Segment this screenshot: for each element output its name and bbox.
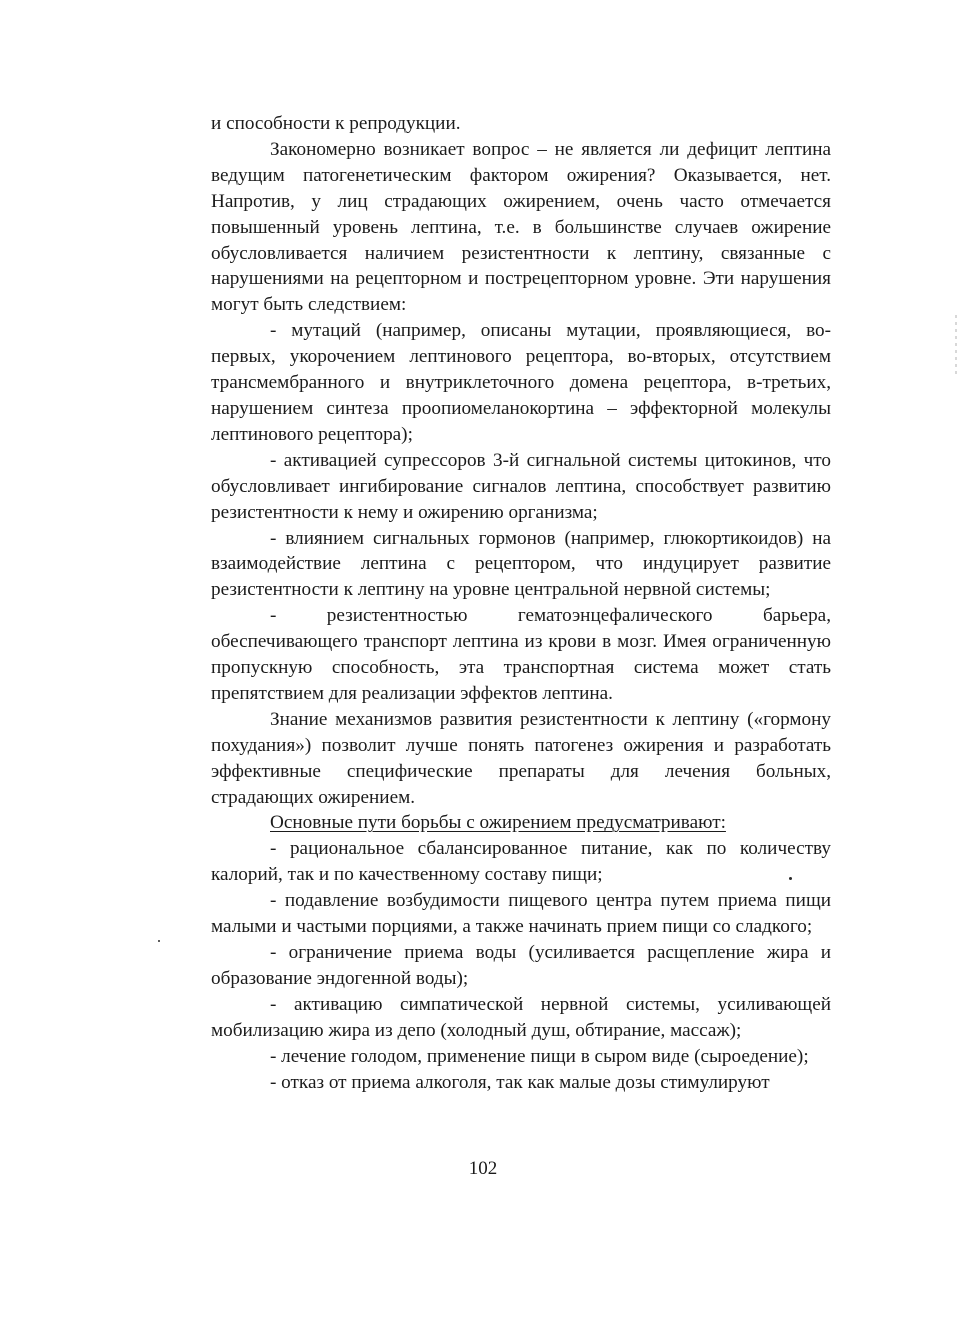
page-body (211, 111, 831, 1095)
paragraph-3: - мутаций (например, описаны мутации, проявляющиеся, во-первых, укорочением лептинового рецептора, во-вторых, отсутствием трансмембранного и внутриклеточного домена рецептора, в-третьих, нарушением синтеза проопиомеланокортина – эффекторной молекулы лептинового рецептора); (211, 320, 831, 445)
scan-artifact (955, 315, 957, 375)
paragraph-10: - подавление возбудимости пищевого центра путем приема пищи малыми и частыми порциями, а также начинать прием пищи со сладкого; (211, 890, 831, 938)
paragraph-4: - активацией супрессоров 3-й сигнальной системы цитокинов, что обусловливает ингибирование сигналов лептина, способствует развитию резистентности к нему и ожирению организма; (211, 449, 831, 523)
page-number: 102 (468, 1158, 498, 1179)
paragraph-12: - активацию симпатической нервной системы, усиливающей мобилизацию жира из депо (холодный душ, обтирание, массаж); (211, 993, 831, 1041)
paragraph-1: и способности к репродукции. (211, 113, 461, 134)
paragraph-14: - отказ от приема алкоголя, так как малые дозы стимулируют (270, 1071, 770, 1093)
section-heading-text: Основные пути борьбы с ожирением предусматривают: (270, 812, 726, 834)
section-heading (211, 810, 831, 836)
paragraph-6: - резистентностью гематоэнцефалического барьера, обеспечивающего транспорт лептина из крови в мозг. Имея ограниченную пропускную способность, эта транспортная система может стать препятствием для реализации эффектов лептина. (211, 605, 831, 704)
paragraph-9: - рациональное сбалансированное питание, как по количеству калорий, так и по качественному составу пищи; (211, 838, 831, 886)
paragraph-13: - лечение голодом, применение пищи в сыром виде (сыроедение); (270, 1045, 809, 1067)
paragraph-11: - ограничение приема воды (усиливается расщепление жира и образование эндогенной воды); (211, 942, 831, 989)
paragraph-7: Знание механизмов развития резистентности к лептину («гормону похудания») позволит лучше понять патогенез ожирения и разработать эффективные специфические препараты для лечения больных, страдающих ожирением. (211, 708, 831, 808)
scan-speck-1 (789, 877, 792, 880)
paragraph-2: Закономерно возникает вопрос – не является ли дефицит лептина ведущим патогенетическим фактором ожирения? Оказывается, нет. Напротив, у лиц страдающих ожирением, очень часто отмечается повышенный уровень лептина, т.е. в большинстве случаев ожирение обусловливается наличием резистентности к лептину, связанные с нарушениями на рецепторном и пострецепторном уровне. Эти нарушения могут быть следствием: (211, 138, 831, 316)
paragraph-5: - влиянием сигнальных гормонов (например, глюкортикоидов) на взаимодействие лептина с рецептором, что индуцирует развитие резистентности к лептину на уровне центральной нервной системы; (211, 527, 831, 601)
scan-speck-2 (158, 940, 160, 942)
